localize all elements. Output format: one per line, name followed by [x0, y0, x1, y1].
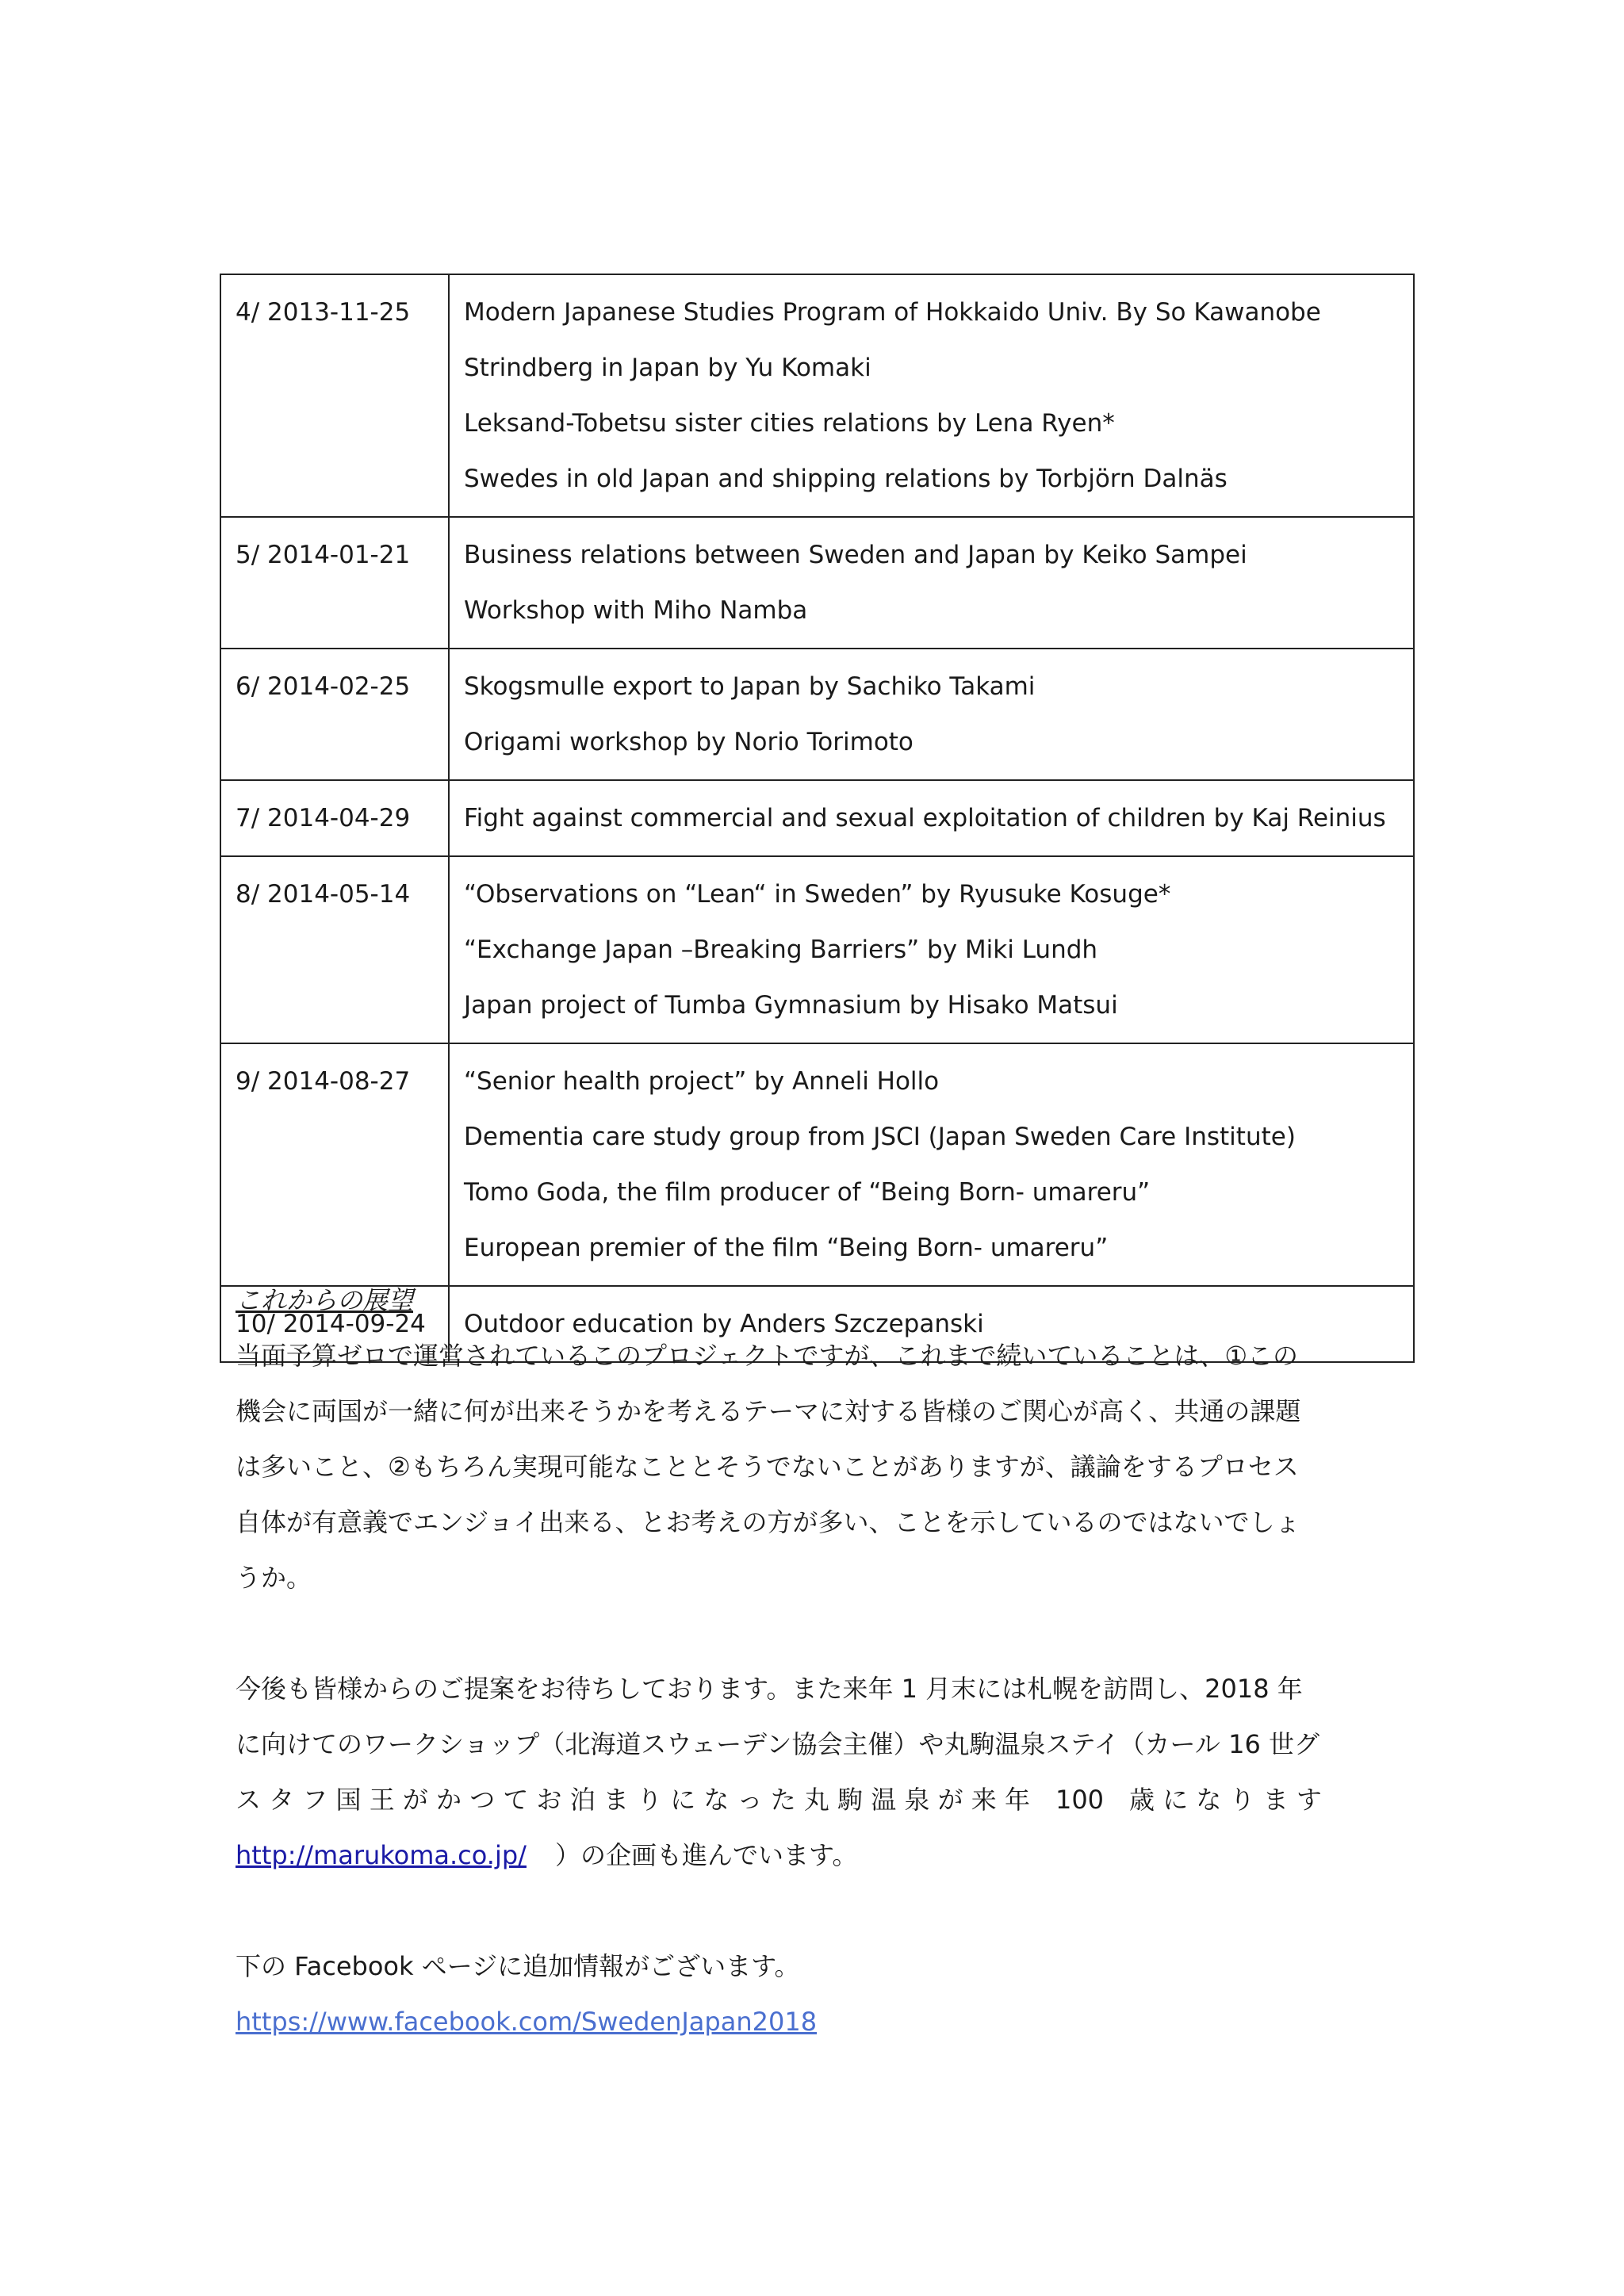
session-date: 10/ 2014-09-24 — [220, 1286, 449, 1362]
session-topics — [449, 649, 1414, 780]
session-topic: Workshop with Miho Namba — [464, 596, 808, 625]
session-topic: Origami workshop by Norio Torimoto — [464, 728, 914, 756]
facebook-section — [236, 1938, 1401, 2049]
session-date: 8/ 2014-05-14 — [220, 856, 449, 1043]
session-row — [220, 649, 1414, 780]
session-topic: “Senior health project” by Anneli Hollo — [464, 1067, 940, 1096]
session-topic: Swedes in old Japan and shipping relations by Torbjörn Dalnäs — [464, 465, 1228, 493]
proposals-section — [236, 1661, 1401, 1883]
facebook-link[interactable]: https://www.facebook.com/SwedenJapan2018 — [236, 2007, 818, 2037]
session-topic: “Exchange Japan –Breaking Barriers” by Miki Lundh — [464, 936, 1098, 964]
session-topic: Modern Japanese Studies Program of Hokkaido Univ. By So Kawanobe — [464, 298, 1321, 327]
session-topics — [449, 517, 1414, 649]
outlook-heading: これからの展望 — [236, 1285, 414, 1315]
session-topic: Outdoor education by Anders Szczepanski — [464, 1310, 984, 1338]
session-row — [220, 780, 1414, 856]
session-date: 7/ 2014-04-29 — [220, 780, 449, 856]
proposals-line: に向けてのワークショップ（北海道スウェーデン協会主催）や丸駒温泉ステイ（カール 16 世グ — [236, 1729, 1320, 1759]
session-topic: Dementia care study group from JSCI (Japan Sweden Care Institute) — [464, 1123, 1296, 1151]
proposals-line: 今後も皆様からのご提案をお待ちしております。また来年 1 月末には札幌を訪問し、2018 年 — [236, 1674, 1303, 1704]
session-row — [220, 856, 1414, 1043]
sessions-table-body — [220, 274, 1414, 1362]
session-topic: Strindberg in Japan by Yu Komaki — [464, 354, 871, 382]
facebook-text: 下の Facebook ページに追加情報がございます。 — [236, 1951, 800, 1981]
outlook-section — [236, 1272, 1401, 1605]
proposals-link-line — [236, 1827, 1401, 1883]
session-topic: Japan project of Tumba Gymnasium by Hisako Matsui — [464, 991, 1118, 1020]
session-row — [220, 274, 1414, 517]
proposals-line: ス タ フ 国 王 が か つ て お 泊 ま り に な っ た 丸 駒 温 泉 が 来 年 100 歳 に な り ま す — [236, 1785, 1322, 1815]
session-topic: Fight against commercial and sexual exploitation of children by Kaj Reinius — [464, 804, 1386, 832]
session-topic: Business relations between Sweden and Japan by Keiko Sampei — [464, 541, 1247, 569]
session-topics — [449, 780, 1414, 856]
session-topics — [449, 1043, 1414, 1286]
session-topic: “Observations on “Lean“ in Sweden” by Ryusuke Kosuge* — [464, 880, 1171, 909]
session-row — [220, 517, 1414, 649]
outlook-line: うか。 — [236, 1563, 312, 1593]
session-date: 9/ 2014-08-27 — [220, 1043, 449, 1286]
marukoma-link[interactable]: http://marukoma.co.jp/ — [236, 1840, 527, 1870]
session-topic: Skogsmulle export to Japan by Sachiko Takami — [464, 672, 1036, 701]
session-topic: Leksand-Tobetsu sister cities relations by Lena Ryen* — [464, 409, 1115, 438]
session-topics — [449, 856, 1414, 1043]
proposals-after-link: ）の企画も進んでいます。 — [554, 1840, 858, 1870]
outlook-line: は多いこと、②もちろん実現可能なこととそうでないことがありますが、議論をするプロセス — [236, 1452, 1299, 1482]
session-topic: Tomo Goda, the film producer of “Being Born- umareru” — [464, 1178, 1151, 1207]
outlook-line: 機会に両国が一緒に何が出来そうかを考えるテーマに対する皆様のご関心が高く、共通の課題 — [236, 1396, 1301, 1426]
outlook-line: 当面予算ゼロで運営されているこのプロジェクトですが、これまで続いていることは、①この — [236, 1341, 1299, 1371]
session-date: 6/ 2014-02-25 — [220, 649, 449, 780]
session-date: 4/ 2013-11-25 — [220, 274, 449, 517]
session-row — [220, 1043, 1414, 1286]
session-topic: European premier of the film “Being Born- umareru” — [464, 1234, 1109, 1262]
sessions-table — [220, 274, 1415, 1363]
session-topics — [449, 274, 1414, 517]
outlook-line: 自体が有意義でエンジョイ出来る、とお考えの方が多い、ことを示しているのではないでしょ — [236, 1507, 1300, 1537]
session-date: 5/ 2014-01-21 — [220, 517, 449, 649]
